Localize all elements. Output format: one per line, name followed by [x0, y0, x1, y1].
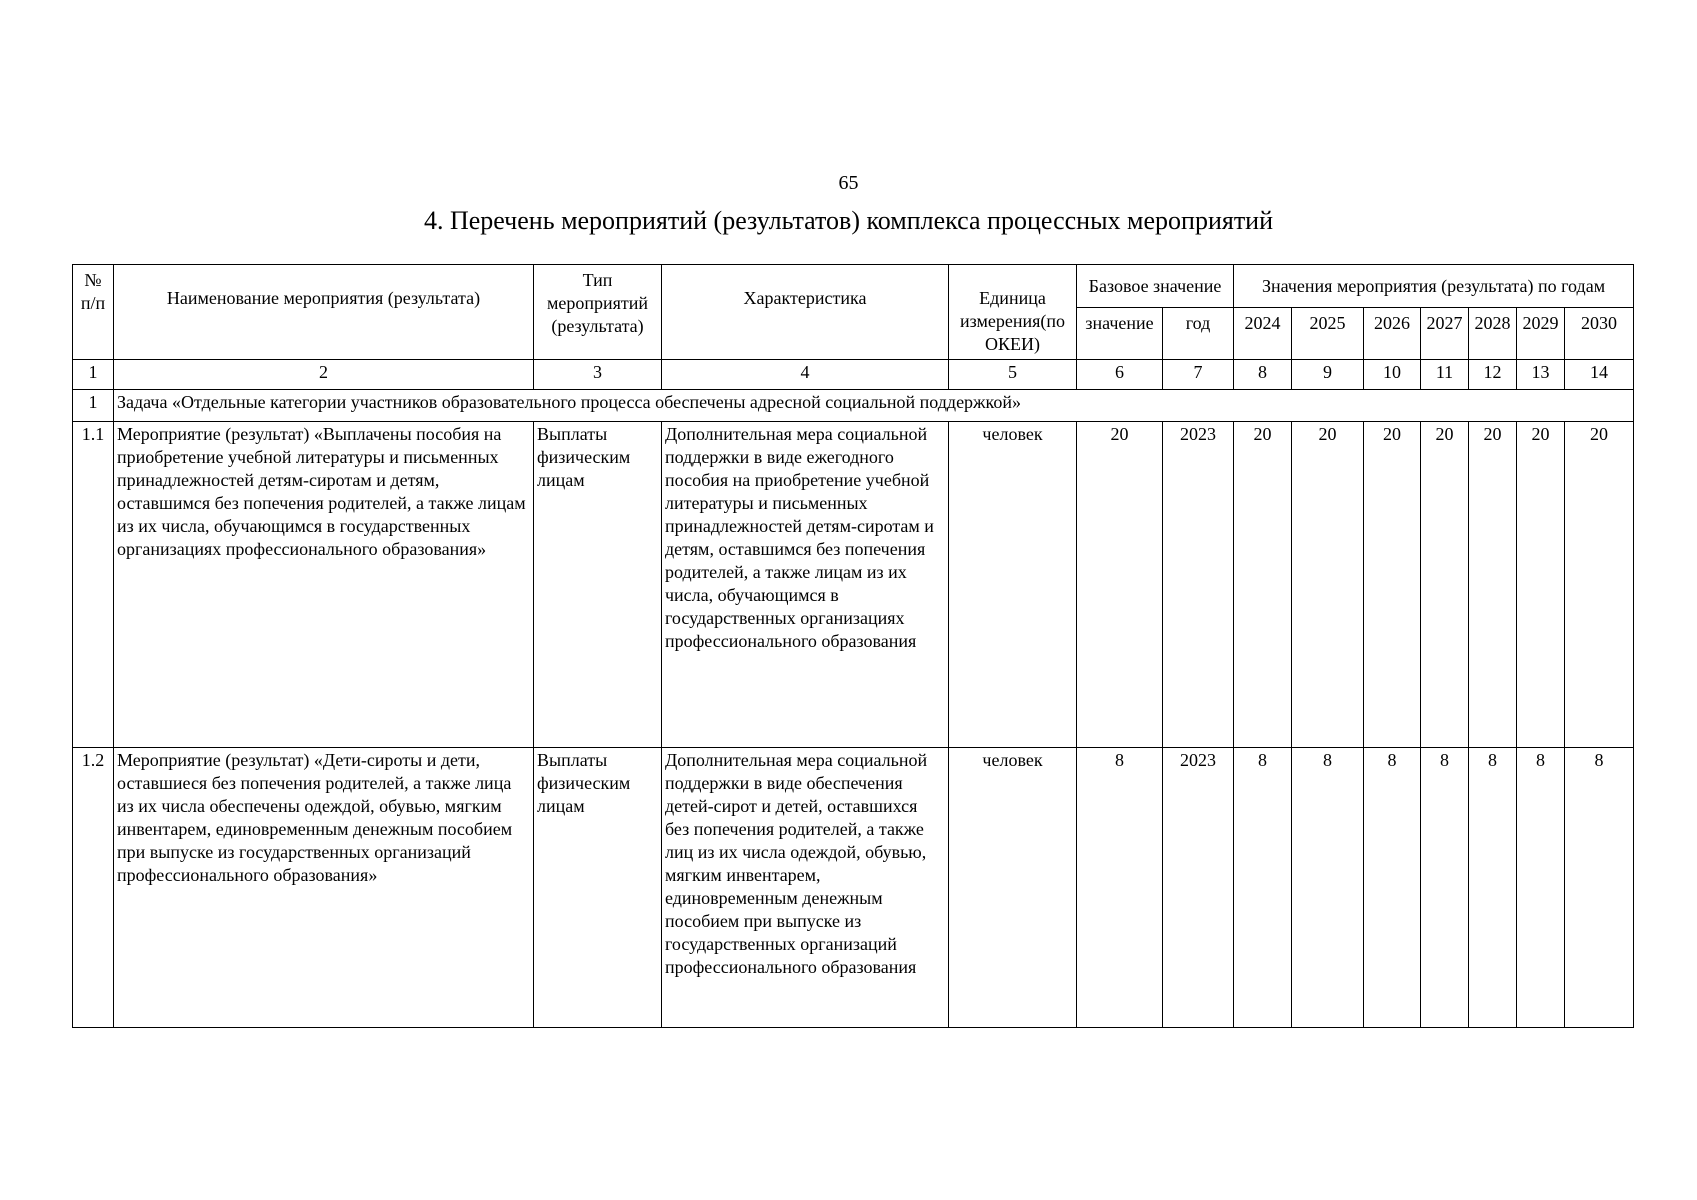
row-value-2025: 8 — [1292, 748, 1364, 1028]
row-type: Выплаты физическим лицам — [534, 422, 662, 748]
column-number: 7 — [1163, 360, 1234, 390]
row-num: 1.2 — [73, 748, 114, 1028]
measures-table — [72, 264, 1634, 1028]
header-characteristic: Характеристика — [662, 265, 949, 360]
row-value-2025: 20 — [1292, 422, 1364, 748]
row-value-2029: 20 — [1517, 422, 1565, 748]
header-year-2028: 2028 — [1469, 308, 1517, 360]
row-value-2030: 8 — [1565, 748, 1634, 1028]
row-characteristic: Дополнительная мера социальной поддержки в виде ежегодного пособия на приобретение учебной литературы и письменных принадлежностей детям-сиротам и детям, оставшимся без попечения родителей, а также лицам из их числа, обучающимся в государственных организациях профессионального образования — [662, 422, 949, 748]
column-number: 5 — [949, 360, 1077, 390]
row-unit: человек — [949, 748, 1077, 1028]
table-row — [73, 422, 1634, 748]
row-num: 1.1 — [73, 422, 114, 748]
header-year-2030: 2030 — [1565, 308, 1634, 360]
column-number: 2 — [114, 360, 534, 390]
column-number: 14 — [1565, 360, 1634, 390]
row-value-2027: 20 — [1421, 422, 1469, 748]
header-values-by-year: Значения мероприятия (результата) по годам — [1234, 265, 1634, 308]
header-year-2025: 2025 — [1292, 308, 1364, 360]
row-value-2027: 8 — [1421, 748, 1469, 1028]
row-name: Мероприятие (результат) «Дети-сироты и дети, оставшиеся без попечения родителей, а также лица из их числа обеспечены одеждой, обувью, мягким инвентарем, единовременным денежным пособием при выпуске из государственных организаций профессионального образования» — [114, 748, 534, 1028]
column-number: 11 — [1421, 360, 1469, 390]
header-base-value: Базовое значение — [1077, 265, 1234, 308]
row-base-value: 8 — [1077, 748, 1163, 1028]
row-name: Мероприятие (результат) «Выплачены пособия на приобретение учебной литературы и письменных принадлежностей детям-сиротам и детям, оставшимся без попечения родителей, а также лицам из их числа, обучающимся в государственных организациях профессионального образования» — [114, 422, 534, 748]
header-year-2029: 2029 — [1517, 308, 1565, 360]
row-value-2029: 8 — [1517, 748, 1565, 1028]
row-unit: человек — [949, 422, 1077, 748]
row-characteristic: Дополнительная мера социальной поддержки в виде обеспечения детей-сирот и детей, оставшихся без попечения родителей, а также лиц из их числа одеждой, обувью, мягким инвентарем, единовременным денежным пособием при выпуске из государственных организаций профессионального образования — [662, 748, 949, 1028]
column-number: 3 — [534, 360, 662, 390]
column-number: 12 — [1469, 360, 1517, 390]
row-base-value: 20 — [1077, 422, 1163, 748]
table-row — [73, 748, 1634, 1028]
column-number: 6 — [1077, 360, 1163, 390]
column-number: 10 — [1364, 360, 1421, 390]
header-num: № п/п — [73, 265, 114, 360]
row-base-year: 2023 — [1163, 422, 1234, 748]
row-value-2028: 8 — [1469, 748, 1517, 1028]
header-row-1 — [73, 265, 1634, 308]
task-num: 1 — [73, 390, 114, 422]
page-title: 4. Перечень мероприятий (результатов) комплекса процессных мероприятий — [423, 206, 1274, 235]
row-base-year: 2023 — [1163, 748, 1234, 1028]
header-name: Наименование мероприятия (результата) — [114, 265, 534, 360]
header-value: значение — [1077, 308, 1163, 360]
page-number: 65 — [838, 172, 859, 194]
row-value-2030: 20 — [1565, 422, 1634, 748]
header-unit: Единица измерения(по ОКЕИ) — [949, 265, 1077, 360]
header-year-2026: 2026 — [1364, 308, 1421, 360]
header-year: год — [1163, 308, 1234, 360]
row-value-2024: 20 — [1234, 422, 1292, 748]
task-row — [73, 390, 1634, 422]
row-value-2024: 8 — [1234, 748, 1292, 1028]
header-year-2027: 2027 — [1421, 308, 1469, 360]
column-number: 1 — [73, 360, 114, 390]
column-number: 8 — [1234, 360, 1292, 390]
task-text: Задача «Отдельные категории участников образовательного процесса обеспечены адресной социальной поддержкой» — [114, 390, 1634, 422]
header-year-2024: 2024 — [1234, 308, 1292, 360]
row-type: Выплаты физическим лицам — [534, 748, 662, 1028]
row-value-2028: 20 — [1469, 422, 1517, 748]
header-type: Тип мероприятий (результата) — [534, 265, 662, 360]
column-number: 13 — [1517, 360, 1565, 390]
row-value-2026: 20 — [1364, 422, 1421, 748]
column-numbers-row — [73, 360, 1634, 390]
row-value-2026: 8 — [1364, 748, 1421, 1028]
column-number: 9 — [1292, 360, 1364, 390]
column-number: 4 — [662, 360, 949, 390]
